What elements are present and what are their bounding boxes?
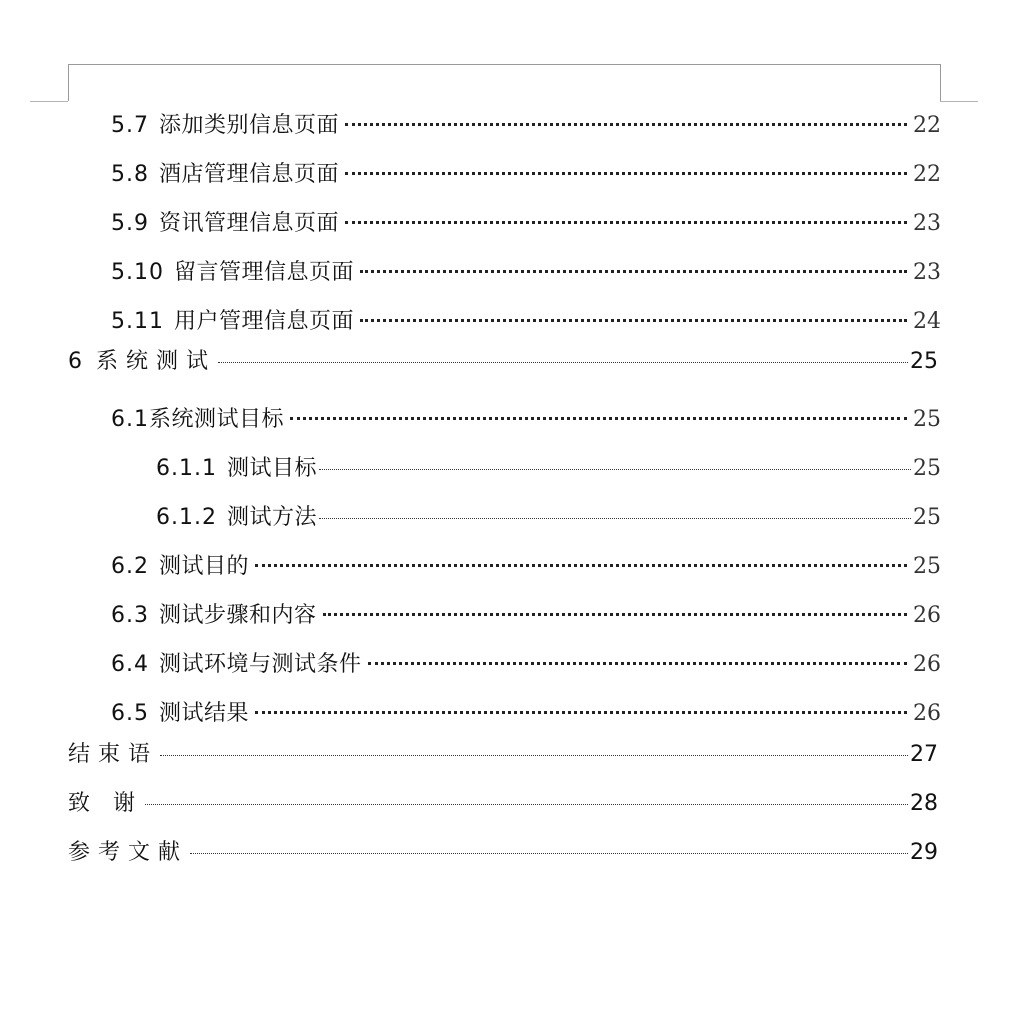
dot-leader [319, 469, 911, 470]
toc-entry-title: 测试步骤和内容 [159, 603, 317, 628]
toc-entry-page: 25 [910, 349, 938, 374]
toc-entry-number: 5.11 [111, 309, 164, 334]
dot-leader [360, 319, 907, 322]
dot-leader [160, 755, 908, 756]
dot-leader [218, 362, 908, 363]
toc-entry-page: 24 [913, 309, 941, 334]
dot-leader [345, 123, 907, 126]
dot-leader [255, 711, 907, 714]
toc-entry[interactable] [111, 698, 941, 730]
dot-leader [368, 662, 907, 665]
toc-entry-page: 23 [913, 211, 941, 236]
toc-entry-number: 5.8 [111, 162, 149, 187]
dot-leader [319, 518, 911, 519]
toc-entry[interactable] [111, 306, 941, 338]
toc-chapter-entry[interactable] [68, 346, 938, 378]
toc-entry-number: 5.7 [111, 113, 149, 138]
toc-entry-title: 资讯管理信息页面 [159, 211, 340, 236]
toc-entry-page: 26 [913, 652, 941, 677]
page-header-border-left [68, 64, 69, 101]
dot-leader [345, 221, 907, 224]
toc-entry-page: 27 [910, 742, 938, 767]
toc-entry-title: 系统测试 [96, 349, 217, 374]
toc-entry-page: 26 [913, 603, 941, 628]
toc-entry-number: 5.9 [111, 211, 149, 236]
toc-entry-number: 6.5 [111, 701, 149, 726]
toc-entry-title: 结束语 [68, 742, 159, 767]
toc-entry-number: 6.1.2 [156, 505, 217, 530]
toc-entry-title: 参考文献 [68, 840, 189, 865]
toc-entry-title: 系统测试目标 [149, 407, 285, 432]
toc-entry[interactable] [111, 404, 941, 436]
toc-entry[interactable] [111, 159, 941, 191]
toc-entry-number: 6.2 [111, 554, 149, 579]
dot-leader [360, 270, 907, 273]
page-header-border-right [940, 64, 941, 101]
toc-entry[interactable] [111, 649, 941, 681]
toc-entry[interactable] [111, 110, 941, 142]
toc-entry-title: 用户管理信息页面 [173, 309, 354, 334]
toc-entry-title: 酒店管理信息页面 [159, 162, 340, 187]
toc-entry-page: 25 [913, 505, 941, 530]
dot-leader [290, 417, 907, 420]
toc-entry[interactable] [111, 257, 941, 289]
page-header-border [68, 64, 940, 65]
toc-entry-number: 6 [68, 349, 84, 374]
toc-entry-number: 6.1 [111, 407, 149, 432]
toc-entry-title: 测试结果 [159, 701, 250, 726]
toc-entry-number: 5.10 [111, 260, 164, 285]
toc-entry[interactable] [111, 551, 941, 583]
toc-entry-page: 26 [913, 701, 941, 726]
toc-entry[interactable] [111, 208, 941, 240]
toc-entry-page: 28 [910, 791, 938, 816]
toc-entry-title: 测试目标 [226, 456, 317, 481]
toc-entry-page: 22 [913, 113, 941, 138]
dot-leader [190, 853, 908, 854]
toc-entry-title: 留言管理信息页面 [173, 260, 354, 285]
toc-subsection-entry[interactable] [156, 502, 941, 534]
toc-entry-number: 6.3 [111, 603, 149, 628]
toc-entry-page: 23 [913, 260, 941, 285]
toc-entry-page: 22 [913, 162, 941, 187]
crop-mark-left [30, 101, 68, 102]
toc-entry-page: 29 [910, 840, 938, 865]
toc-entry-number: 6.4 [111, 652, 149, 677]
toc-entry-page: 25 [913, 407, 941, 432]
dot-leader [345, 172, 907, 175]
toc-entry-number: 6.1.1 [156, 456, 217, 481]
dot-leader [323, 613, 907, 616]
toc-entry-title: 致 谢 [68, 791, 143, 816]
toc-entry-title: 添加类别信息页面 [159, 113, 340, 138]
toc-chapter-entry[interactable] [68, 739, 938, 771]
toc-entry[interactable] [111, 600, 941, 632]
toc-entry-title: 测试目的 [159, 554, 250, 579]
toc-entry-title: 测试方法 [226, 505, 317, 530]
toc-entry-page: 25 [913, 554, 941, 579]
toc-entry-page: 25 [913, 456, 941, 481]
toc-chapter-entry[interactable] [68, 788, 938, 820]
toc-entry-title: 测试环境与测试条件 [159, 652, 362, 677]
dot-leader [145, 804, 908, 805]
dot-leader [255, 564, 907, 567]
toc-subsection-entry[interactable] [156, 453, 941, 485]
toc-chapter-entry[interactable] [68, 837, 938, 869]
crop-mark-right [940, 101, 978, 102]
